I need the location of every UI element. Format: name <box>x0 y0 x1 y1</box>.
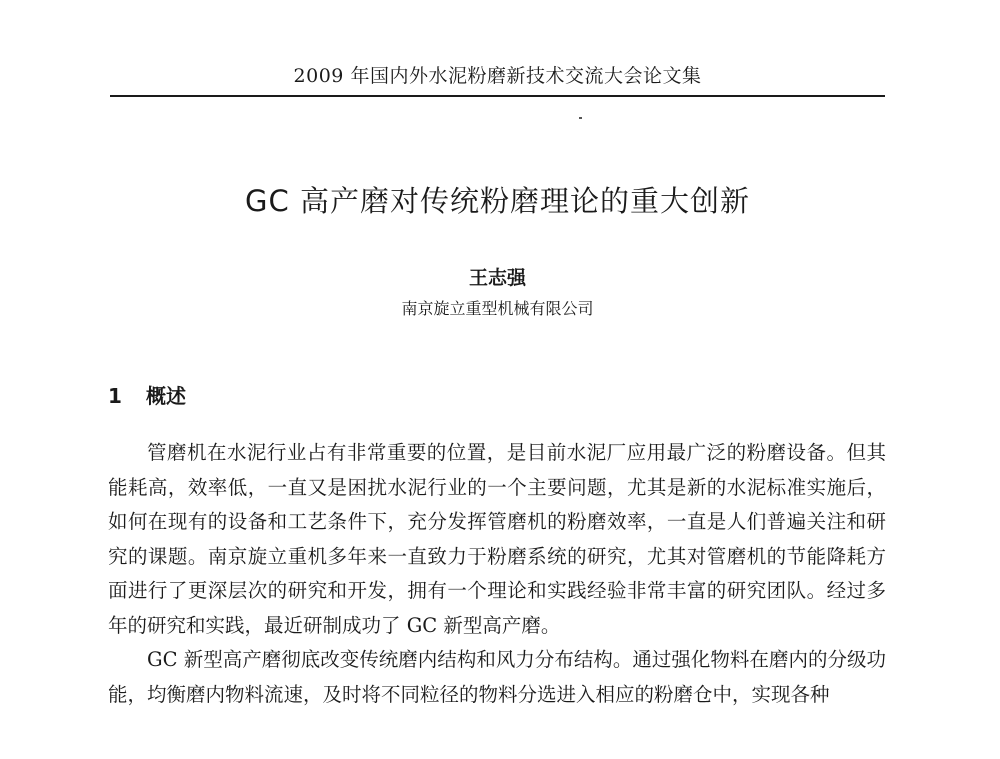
section-title: 概述 <box>146 384 186 408</box>
section-number: 1 <box>108 384 122 408</box>
body-text <box>108 436 886 712</box>
paragraph: 管磨机在水泥行业占有非常重要的位置，是目前水泥厂应用最广泛的粉磨设备。但其能耗高，效率低，一直又是困扰水泥行业的一个主要问题，尤其是新的水泥标准实施后，如何在现有的设备和工艺条件下，充分发挥管磨机的粉磨效率，一直是人们普遍关注和研究的课题。南京旋立重机多年来一直致力于粉磨系统的研究，尤其对管磨机的节能降耗方面进行了更深层次的研究和开发，拥有一个理论和实践经验非常丰富的研究团队。经过多年的研究和实践，最近研制成功了 GC 新型高产磨。 <box>108 441 886 637</box>
scan-speck <box>579 117 582 119</box>
section-heading <box>108 383 186 409</box>
running-header: 2009 年国内外水泥粉磨新技术交流大会论文集 <box>293 65 702 87</box>
paper-title: GC 高产磨对传统粉磨理论的重大创新 <box>245 184 750 218</box>
header-rule <box>110 95 885 97</box>
author-name: 王志强 <box>468 267 526 289</box>
paragraph: GC 新型高产磨彻底改变传统磨内结构和风力分布结构。通过强化物料在磨内的分级功能，均衡磨内物料流速，及时将不同粒径的物料分选进入相应的粉磨仓中，实现各种 <box>108 648 886 706</box>
author-affiliation: 南京旋立重型机械有限公司 <box>401 299 594 318</box>
